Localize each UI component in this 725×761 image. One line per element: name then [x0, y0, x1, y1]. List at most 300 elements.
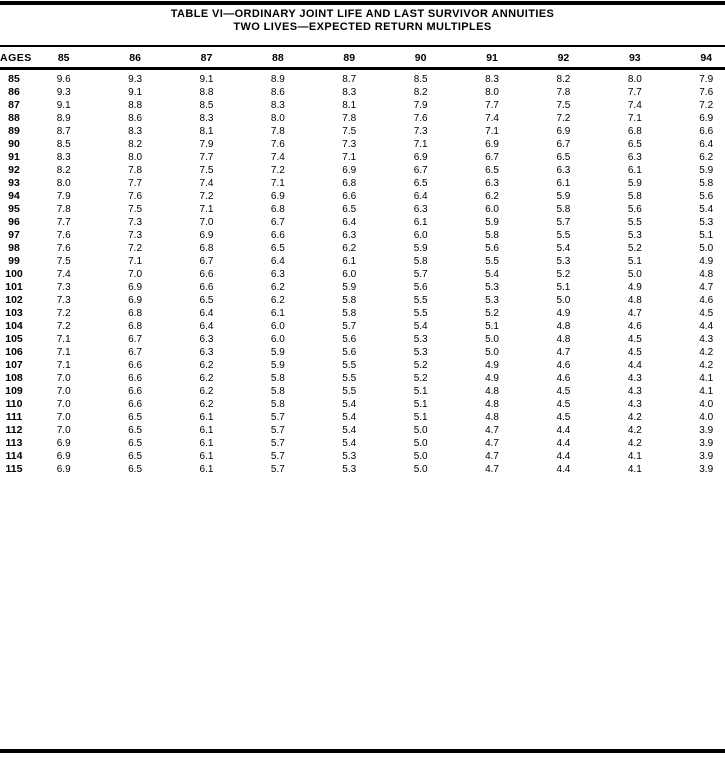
value-cell: 6.5 [413, 178, 428, 189]
value-cell: 6.0 [270, 321, 285, 332]
value-cell: 6.5 [199, 295, 214, 306]
value-cell: 7.6 [56, 230, 71, 241]
value-cell: 6.9 [56, 464, 71, 475]
value-cell: 5.5 [413, 308, 428, 319]
age-cell: 92 [8, 164, 20, 176]
value-cell: 5.6 [485, 243, 499, 254]
age-cell: 113 [5, 437, 23, 449]
value-cell: 7.5 [556, 100, 571, 111]
value-cell: 6.5 [128, 425, 143, 436]
value-cell: 4.8 [627, 295, 642, 306]
value-cell: 7.7 [199, 152, 214, 163]
value-cell: 5.7 [270, 425, 285, 436]
ages-column-header: AGES [0, 52, 32, 64]
value-cell: 5.5 [627, 217, 642, 228]
value-cell: 5.7 [556, 217, 571, 228]
value-cell: 6.5 [128, 464, 143, 475]
value-cell: 5.8 [270, 373, 285, 384]
value-cell: 6.5 [270, 243, 285, 254]
value-cell: 4.1 [627, 464, 642, 475]
value-cell: 4.8 [485, 412, 499, 423]
column-header-92: 92 [557, 52, 570, 64]
value-cell: 6.6 [128, 399, 143, 410]
horizontal-rule-bottom [0, 749, 725, 753]
value-cell: 5.4 [342, 438, 357, 449]
value-cell: 5.8 [627, 191, 642, 202]
value-cell: 7.1 [627, 113, 642, 124]
value-cell: 4.1 [699, 373, 714, 384]
value-cell: 5.4 [556, 243, 571, 254]
value-cell: 4.1 [699, 386, 714, 397]
value-cell: 7.9 [56, 191, 71, 202]
value-cell: 4.9 [556, 308, 571, 319]
value-cell: 3.9 [699, 438, 714, 449]
age-cell: 85 [8, 73, 20, 85]
value-cell: 6.2 [270, 282, 285, 293]
value-cell: 6.1 [199, 451, 214, 462]
value-cell: 8.3 [270, 100, 285, 111]
value-cell: 4.5 [627, 347, 642, 358]
value-cell: 5.9 [627, 178, 642, 189]
value-cell: 6.2 [485, 191, 499, 202]
value-cell: 4.8 [485, 399, 499, 410]
value-cell: 5.3 [699, 217, 714, 228]
value-cell: 9.3 [56, 87, 71, 98]
value-cell: 7.8 [270, 126, 285, 137]
value-cell: 7.1 [56, 360, 71, 371]
value-cell: 4.6 [627, 321, 642, 332]
value-cell: 5.1 [413, 386, 428, 397]
value-cell: 6.3 [413, 204, 428, 215]
value-cell: 6.1 [199, 464, 214, 475]
value-cell: 5.3 [627, 230, 642, 241]
value-cell: 5.8 [699, 178, 714, 189]
value-cell: 8.2 [56, 165, 71, 176]
value-cell: 7.0 [128, 269, 143, 280]
value-cell: 5.7 [270, 412, 285, 423]
value-cell: 6.6 [699, 126, 714, 137]
value-cell: 6.6 [128, 386, 143, 397]
age-cell: 96 [8, 216, 20, 228]
value-cell: 6.9 [485, 139, 499, 150]
value-cell: 5.6 [627, 204, 642, 215]
value-cell: 6.8 [128, 321, 143, 332]
value-cell: 7.5 [128, 204, 143, 215]
value-cell: 8.9 [270, 74, 285, 85]
value-cell: 6.1 [627, 165, 642, 176]
value-cell: 4.9 [627, 282, 642, 293]
value-cell: 5.0 [413, 438, 428, 449]
value-cell: 7.1 [56, 347, 71, 358]
age-cell: 109 [5, 385, 23, 397]
value-cell: 4.9 [485, 373, 499, 384]
value-cell: 4.8 [556, 334, 571, 345]
value-cell: 4.4 [556, 438, 571, 449]
table-row-age-105 [0, 333, 725, 346]
value-cell: 5.3 [556, 256, 571, 267]
value-cell: 6.2 [342, 243, 357, 254]
table-row-age-86 [0, 86, 725, 99]
table-row-age-85 [0, 73, 725, 86]
age-cell: 95 [8, 203, 20, 215]
value-cell: 6.6 [342, 191, 357, 202]
age-cell: 89 [8, 125, 20, 137]
value-cell: 7.3 [128, 217, 143, 228]
value-cell: 8.7 [342, 74, 357, 85]
value-cell: 5.1 [413, 399, 428, 410]
table-row-age-113 [0, 437, 725, 450]
value-cell: 4.2 [699, 360, 714, 371]
value-cell: 4.0 [699, 412, 714, 423]
value-cell: 6.5 [128, 412, 143, 423]
age-cell: 86 [8, 86, 20, 98]
value-cell: 6.9 [699, 113, 714, 124]
value-cell: 6.1 [199, 412, 214, 423]
value-cell: 6.9 [199, 230, 214, 241]
value-cell: 4.8 [699, 269, 714, 280]
column-header-91: 91 [486, 52, 498, 64]
value-cell: 7.5 [199, 165, 214, 176]
age-cell: 103 [5, 307, 23, 319]
value-cell: 8.2 [413, 87, 428, 98]
table-row-age-109 [0, 385, 725, 398]
value-cell: 5.5 [342, 360, 357, 371]
value-cell: 6.3 [556, 165, 571, 176]
value-cell: 5.9 [413, 243, 428, 254]
value-cell: 7.4 [199, 178, 214, 189]
table-row-age-106 [0, 346, 725, 359]
age-cell: 108 [5, 372, 23, 384]
column-header-88: 88 [272, 52, 284, 64]
age-cell: 100 [5, 268, 23, 280]
column-header-85: 85 [57, 52, 70, 64]
value-cell: 6.7 [199, 256, 214, 267]
value-cell: 6.4 [699, 139, 714, 150]
value-cell: 8.7 [56, 126, 71, 137]
value-cell: 5.5 [342, 373, 357, 384]
value-cell: 4.5 [556, 399, 571, 410]
table-row-age-110 [0, 398, 725, 411]
value-cell: 5.9 [342, 282, 357, 293]
value-cell: 6.9 [56, 438, 71, 449]
column-header-89: 89 [343, 52, 356, 64]
value-cell: 5.1 [485, 321, 499, 332]
value-cell: 6.3 [199, 347, 214, 358]
value-cell: 8.5 [413, 74, 428, 85]
age-cell: 91 [8, 151, 20, 163]
value-cell: 6.3 [199, 334, 214, 345]
value-cell: 5.6 [342, 347, 357, 358]
value-cell: 6.8 [627, 126, 642, 137]
value-cell: 6.9 [128, 282, 143, 293]
value-cell: 5.9 [270, 347, 285, 358]
value-cell: 6.9 [413, 152, 428, 163]
value-cell: 5.9 [556, 191, 571, 202]
value-cell: 5.6 [342, 334, 357, 345]
value-cell: 7.2 [56, 321, 71, 332]
value-cell: 8.9 [56, 113, 71, 124]
value-cell: 5.1 [699, 230, 714, 241]
value-cell: 6.7 [485, 152, 499, 163]
table-row-age-96 [0, 216, 725, 229]
column-header-94: 94 [700, 52, 713, 64]
table-title-line2: TWO LIVES—EXPECTED RETURN MULTIPLES [233, 21, 492, 33]
value-cell: 8.0 [56, 178, 71, 189]
value-cell: 4.6 [556, 373, 571, 384]
value-cell: 7.4 [56, 269, 71, 280]
value-cell: 6.9 [56, 451, 71, 462]
value-cell: 5.8 [342, 308, 357, 319]
value-cell: 8.3 [485, 74, 499, 85]
value-cell: 5.9 [485, 217, 499, 228]
value-cell: 5.4 [413, 321, 428, 332]
value-cell: 6.3 [627, 152, 642, 163]
table-row-age-108 [0, 372, 725, 385]
value-cell: 6.2 [270, 295, 285, 306]
value-cell: 8.0 [270, 113, 285, 124]
table-row-age-93 [0, 177, 725, 190]
age-cell: 111 [5, 411, 23, 423]
value-cell: 7.7 [627, 87, 642, 98]
value-cell: 4.7 [485, 451, 499, 462]
value-cell: 8.1 [342, 100, 357, 111]
value-cell: 4.5 [627, 334, 642, 345]
table-row-age-101 [0, 281, 725, 294]
value-cell: 6.6 [128, 373, 143, 384]
age-cell: 93 [8, 177, 20, 189]
value-cell: 5.3 [413, 347, 428, 358]
table-row-age-98 [0, 242, 725, 255]
value-cell: 6.2 [699, 152, 714, 163]
value-cell: 7.2 [699, 100, 714, 111]
value-cell: 6.7 [413, 165, 428, 176]
table-row-age-102 [0, 294, 725, 307]
age-cell: 104 [5, 320, 23, 332]
value-cell: 8.8 [199, 87, 214, 98]
value-cell: 5.3 [413, 334, 428, 345]
table-row-age-88 [0, 112, 725, 125]
table-row-age-95 [0, 203, 725, 216]
horizontal-rule-above-header [0, 45, 725, 47]
value-cell: 5.0 [627, 269, 642, 280]
value-cell: 4.7 [485, 464, 499, 475]
value-cell: 8.1 [199, 126, 214, 137]
value-cell: 5.2 [556, 269, 571, 280]
value-cell: 8.5 [199, 100, 214, 111]
value-cell: 7.2 [270, 165, 285, 176]
value-cell: 7.5 [342, 126, 357, 137]
value-cell: 9.1 [56, 100, 71, 111]
value-cell: 5.8 [270, 399, 285, 410]
value-cell: 5.8 [342, 295, 357, 306]
value-cell: 7.8 [342, 113, 357, 124]
horizontal-rule-top [0, 1, 725, 5]
value-cell: 4.4 [556, 451, 571, 462]
value-cell: 6.9 [128, 295, 143, 306]
value-cell: 5.7 [270, 464, 285, 475]
value-cell: 5.6 [413, 282, 428, 293]
value-cell: 6.1 [342, 256, 357, 267]
value-cell: 6.2 [199, 360, 214, 371]
value-cell: 7.3 [342, 139, 357, 150]
value-cell: 6.7 [128, 347, 143, 358]
value-cell: 6.3 [485, 178, 499, 189]
age-cell: 114 [5, 450, 23, 462]
value-cell: 4.7 [485, 438, 499, 449]
value-cell: 5.0 [413, 425, 428, 436]
value-cell: 3.9 [699, 464, 714, 475]
value-cell: 4.7 [699, 282, 714, 293]
table-row-age-94 [0, 190, 725, 203]
table-row-age-112 [0, 424, 725, 437]
value-cell: 5.4 [699, 204, 714, 215]
value-cell: 6.0 [413, 230, 428, 241]
value-cell: 7.1 [342, 152, 357, 163]
value-cell: 7.1 [199, 204, 214, 215]
value-cell: 8.3 [342, 87, 357, 98]
value-cell: 6.4 [270, 256, 285, 267]
value-cell: 7.9 [199, 139, 214, 150]
value-cell: 6.6 [199, 282, 214, 293]
value-cell: 7.0 [56, 399, 71, 410]
value-cell: 6.0 [270, 334, 285, 345]
age-cell: 87 [8, 99, 20, 111]
value-cell: 4.5 [556, 412, 571, 423]
value-cell: 7.1 [270, 178, 285, 189]
value-cell: 6.1 [556, 178, 571, 189]
value-cell: 7.0 [56, 425, 71, 436]
value-cell: 8.2 [128, 139, 143, 150]
value-cell: 5.3 [342, 464, 357, 475]
value-cell: 5.8 [270, 386, 285, 397]
value-cell: 7.6 [413, 113, 428, 124]
table-row-age-90 [0, 138, 725, 151]
value-cell: 6.5 [627, 139, 642, 150]
value-cell: 8.0 [485, 87, 499, 98]
value-cell: 7.7 [485, 100, 499, 111]
value-cell: 4.2 [699, 347, 714, 358]
value-cell: 4.4 [556, 464, 571, 475]
value-cell: 6.8 [342, 178, 357, 189]
value-cell: 7.8 [56, 204, 71, 215]
value-cell: 6.9 [556, 126, 571, 137]
table-row-age-103 [0, 307, 725, 320]
value-cell: 6.2 [199, 373, 214, 384]
value-cell: 5.8 [485, 230, 499, 241]
value-cell: 5.4 [342, 399, 357, 410]
value-cell: 5.0 [413, 451, 428, 462]
value-cell: 7.3 [413, 126, 428, 137]
value-cell: 7.4 [627, 100, 642, 111]
value-cell: 6.7 [556, 139, 571, 150]
value-cell: 7.7 [128, 178, 143, 189]
value-cell: 4.9 [699, 256, 714, 267]
value-cell: 4.9 [485, 360, 499, 371]
value-cell: 5.9 [270, 360, 285, 371]
value-cell: 4.4 [627, 360, 642, 371]
value-cell: 6.9 [342, 165, 357, 176]
value-cell: 7.8 [556, 87, 571, 98]
value-cell: 7.2 [128, 243, 143, 254]
value-cell: 7.3 [56, 282, 71, 293]
value-cell: 5.4 [485, 269, 499, 280]
value-cell: 7.4 [485, 113, 499, 124]
value-cell: 4.6 [699, 295, 714, 306]
value-cell: 4.8 [485, 386, 499, 397]
value-cell: 5.4 [342, 425, 357, 436]
value-cell: 6.1 [270, 308, 285, 319]
value-cell: 6.1 [413, 217, 428, 228]
column-header-86: 86 [129, 52, 141, 64]
value-cell: 6.0 [342, 269, 357, 280]
value-cell: 5.0 [556, 295, 571, 306]
value-cell: 5.0 [699, 243, 714, 254]
value-cell: 5.7 [342, 321, 357, 332]
value-cell: 6.3 [270, 269, 285, 280]
value-cell: 7.7 [56, 217, 71, 228]
value-cell: 7.1 [413, 139, 428, 150]
value-cell: 7.0 [56, 373, 71, 384]
value-cell: 6.0 [485, 204, 499, 215]
value-cell: 9.1 [128, 87, 143, 98]
value-cell: 6.2 [199, 386, 214, 397]
value-cell: 7.0 [56, 386, 71, 397]
horizontal-rule-below-header [0, 67, 725, 70]
value-cell: 5.8 [413, 256, 428, 267]
value-cell: 5.5 [485, 256, 499, 267]
value-cell: 6.5 [485, 165, 499, 176]
age-cell: 101 [5, 281, 23, 293]
value-cell: 4.2 [627, 438, 642, 449]
value-cell: 8.3 [128, 126, 143, 137]
age-cell: 97 [8, 229, 20, 241]
table-body [0, 73, 725, 476]
table-title [0, 8, 725, 34]
value-cell: 8.3 [199, 113, 214, 124]
value-cell: 3.9 [699, 425, 714, 436]
age-cell: 99 [8, 255, 20, 267]
value-cell: 6.8 [199, 243, 214, 254]
value-cell: 5.3 [342, 451, 357, 462]
value-cell: 7.6 [270, 139, 285, 150]
value-cell: 4.3 [699, 334, 714, 345]
value-cell: 5.0 [485, 347, 499, 358]
value-cell: 5.0 [413, 464, 428, 475]
age-cell: 90 [8, 138, 20, 150]
table-row-age-104 [0, 320, 725, 333]
value-cell: 7.2 [199, 191, 214, 202]
value-cell: 6.7 [270, 217, 285, 228]
value-cell: 5.8 [556, 204, 571, 215]
table-title-line1: TABLE VI—ORDINARY JOINT LIFE AND LAST SURVIVOR ANNUITIES [170, 8, 555, 20]
value-cell: 7.0 [199, 217, 214, 228]
age-cell: 102 [5, 294, 23, 306]
value-cell: 5.3 [485, 282, 499, 293]
value-cell: 5.9 [699, 165, 714, 176]
value-cell: 4.8 [556, 321, 571, 332]
value-cell: 6.9 [270, 191, 285, 202]
value-cell: 4.4 [556, 425, 571, 436]
table-row-age-99 [0, 255, 725, 268]
value-cell: 7.4 [270, 152, 285, 163]
value-cell: 8.6 [270, 87, 285, 98]
value-cell: 6.8 [128, 308, 143, 319]
value-cell: 5.7 [270, 438, 285, 449]
value-cell: 7.6 [699, 87, 714, 98]
value-cell: 6.5 [128, 451, 143, 462]
value-cell: 5.5 [556, 230, 571, 241]
value-cell: 6.4 [413, 191, 428, 202]
